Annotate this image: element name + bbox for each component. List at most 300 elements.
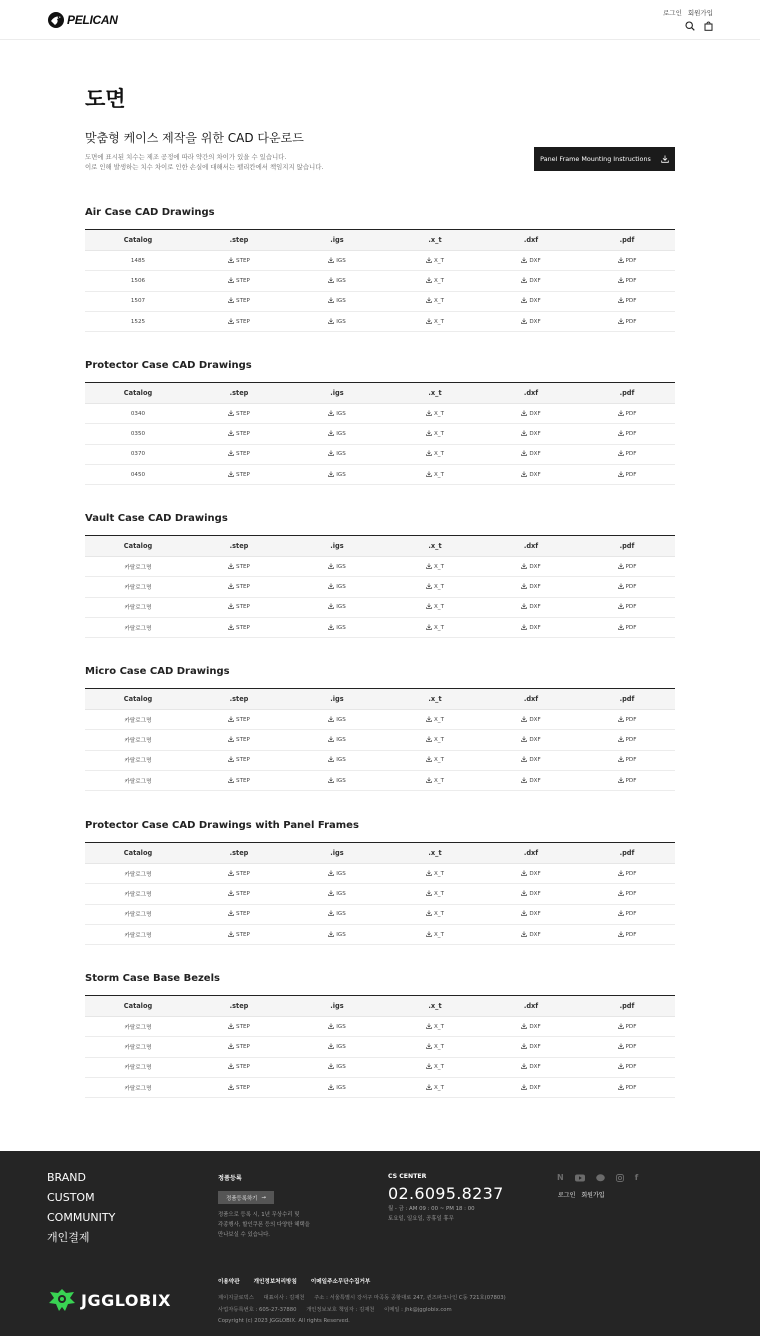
- download-icon: [618, 583, 624, 591]
- download-cell: [387, 271, 483, 291]
- download-cell: [287, 770, 387, 790]
- download-icon: [426, 756, 432, 764]
- column-header: .pdf: [579, 536, 675, 557]
- download-link-label: X_T: [433, 430, 445, 437]
- download-link-label: X_T: [433, 1043, 445, 1050]
- table-header-row: [85, 689, 675, 710]
- download-cell: [191, 924, 287, 944]
- pdf-download-link[interactable]: [618, 1084, 637, 1092]
- column-header: .igs: [287, 689, 387, 710]
- download-cell: [579, 864, 675, 884]
- dxf-download-link[interactable]: [521, 471, 540, 479]
- header-icons: [685, 21, 713, 31]
- download-icon: [426, 1023, 432, 1031]
- download-cell: [483, 311, 579, 331]
- dxf-download-link[interactable]: [521, 890, 540, 898]
- download-icon: [521, 890, 527, 898]
- xt-download-link[interactable]: [426, 736, 444, 744]
- catalog-cell: 카탈로그명: [85, 1057, 191, 1077]
- step-download-link[interactable]: [228, 716, 250, 724]
- download-cell: [287, 424, 387, 444]
- xt-download-link[interactable]: [426, 410, 444, 418]
- download-cell: [579, 271, 675, 291]
- xt-download-link[interactable]: [426, 1063, 444, 1071]
- panel-frame-instructions-button[interactable]: [534, 147, 675, 171]
- table-row: [85, 617, 675, 637]
- download-cell: [191, 557, 287, 577]
- cad-section: [85, 207, 675, 332]
- download-icon: [228, 890, 234, 898]
- pdf-download-link[interactable]: [618, 1063, 637, 1071]
- cs-title: CS CENTER: [388, 1173, 427, 1180]
- table-row: [85, 1037, 675, 1057]
- igs-download-link[interactable]: [328, 450, 346, 458]
- dxf-download-link[interactable]: [521, 1043, 540, 1051]
- pdf-download-link[interactable]: [618, 583, 637, 591]
- igs-download-link[interactable]: [328, 471, 346, 479]
- igs-download-link[interactable]: [328, 777, 346, 785]
- pelican-logo[interactable]: [47, 11, 118, 29]
- download-link-label: DXF: [529, 757, 541, 764]
- catalog-cell: 카탈로그명: [85, 577, 191, 597]
- download-icon: [618, 1023, 624, 1031]
- footer-signup-link[interactable]: 회원가입: [581, 1192, 605, 1199]
- download-icon: [228, 910, 234, 918]
- download-link-label: PDF: [625, 716, 637, 723]
- download-link-label: X_T: [433, 257, 445, 264]
- step-download-link[interactable]: [228, 430, 250, 438]
- download-icon: [618, 471, 624, 479]
- dxf-download-link[interactable]: [521, 716, 540, 724]
- dxf-download-link[interactable]: [521, 277, 540, 285]
- registration-description: [218, 1210, 310, 1240]
- download-icon: [328, 277, 334, 285]
- column-header: .dxf: [483, 536, 579, 557]
- download-icon: [521, 1063, 527, 1071]
- igs-download-link[interactable]: [328, 318, 346, 326]
- dxf-download-link[interactable]: [521, 1084, 540, 1092]
- igs-download-link[interactable]: [328, 1084, 346, 1092]
- igs-download-link[interactable]: [328, 563, 346, 571]
- pdf-download-link[interactable]: [618, 1023, 637, 1031]
- download-icon: [618, 318, 624, 326]
- download-link-label: PDF: [625, 318, 637, 325]
- business-number: 사업자등록번호 : 605-27-37880: [218, 1306, 297, 1313]
- download-cell: [191, 1077, 287, 1097]
- download-link-label: DXF: [529, 410, 541, 417]
- download-link-label: DXF: [529, 1023, 541, 1030]
- xt-download-link[interactable]: [426, 603, 444, 611]
- igs-download-link[interactable]: [328, 870, 346, 878]
- igs-download-link[interactable]: [328, 410, 346, 418]
- xt-download-link[interactable]: [426, 257, 444, 265]
- cs-phone: 02.6095.8237: [388, 1184, 504, 1203]
- dxf-download-link[interactable]: [521, 1023, 540, 1031]
- xt-download-link[interactable]: [426, 583, 444, 591]
- download-icon: [618, 563, 624, 571]
- pdf-download-link[interactable]: [618, 890, 637, 898]
- download-icon: [426, 583, 432, 591]
- registration-button[interactable]: [218, 1191, 274, 1204]
- download-cell: [287, 617, 387, 637]
- email-policy-link[interactable]: 이메일주소무단수집거부: [310, 1279, 371, 1285]
- dxf-download-link[interactable]: [521, 563, 540, 571]
- catalog-cell: 카탈로그명: [85, 770, 191, 790]
- step-download-link[interactable]: [228, 603, 250, 611]
- download-icon: [618, 277, 624, 285]
- download-cell: [387, 404, 483, 424]
- dxf-download-link[interactable]: [521, 1063, 540, 1071]
- download-icon: [426, 736, 432, 744]
- dxf-download-link[interactable]: [521, 430, 540, 438]
- pdf-download-link[interactable]: [618, 603, 637, 611]
- xt-download-link[interactable]: [426, 931, 444, 939]
- step-download-link[interactable]: [228, 1043, 250, 1051]
- download-link-label: IGS: [336, 471, 346, 478]
- download-cell: [191, 424, 287, 444]
- table-row: [85, 750, 675, 770]
- column-header: Catalog: [85, 230, 191, 251]
- download-link-label: DXF: [529, 1043, 541, 1050]
- download-icon: [521, 870, 527, 878]
- dxf-download-link[interactable]: [521, 603, 540, 611]
- xt-download-link[interactable]: [426, 450, 444, 458]
- xt-download-link[interactable]: [426, 870, 444, 878]
- download-cell: [387, 617, 483, 637]
- xt-download-link[interactable]: [426, 563, 444, 571]
- step-download-link[interactable]: [228, 910, 250, 918]
- dxf-download-link[interactable]: [521, 624, 540, 632]
- step-download-link[interactable]: [228, 777, 250, 785]
- pdf-download-link[interactable]: [618, 257, 637, 265]
- download-cell: [387, 770, 483, 790]
- footer-nav: [47, 1171, 115, 1251]
- igs-download-link[interactable]: [328, 736, 346, 744]
- xt-download-link[interactable]: [426, 716, 444, 724]
- igs-download-link[interactable]: [328, 297, 346, 305]
- dxf-download-link[interactable]: [521, 931, 540, 939]
- download-link-label: IGS: [336, 563, 346, 570]
- dxf-download-link[interactable]: [521, 257, 540, 265]
- download-link-label: IGS: [336, 451, 346, 458]
- pdf-download-link[interactable]: [618, 297, 637, 305]
- pdf-download-link[interactable]: [618, 910, 637, 918]
- youtube-icon[interactable]: [575, 1174, 585, 1182]
- download-icon: [228, 870, 234, 878]
- download-cell: [579, 750, 675, 770]
- footer-nav-brand[interactable]: BRAND: [47, 1171, 86, 1184]
- catalog-cell: 카탈로그명: [85, 557, 191, 577]
- column-header: .step: [191, 536, 287, 557]
- catalog-cell: 0340: [85, 404, 191, 424]
- download-cell: [387, 750, 483, 770]
- igs-download-link[interactable]: [328, 890, 346, 898]
- igs-download-link[interactable]: [328, 1043, 346, 1051]
- download-link-label: DXF: [529, 716, 541, 723]
- step-download-link[interactable]: [228, 410, 250, 418]
- download-link-label: PDF: [625, 757, 637, 764]
- download-cell: [579, 291, 675, 311]
- download-link-label: DXF: [529, 257, 541, 264]
- step-download-link[interactable]: [228, 624, 250, 632]
- xt-download-link[interactable]: [426, 318, 444, 326]
- download-cell: [287, 271, 387, 291]
- table-row: [85, 557, 675, 577]
- xt-download-link[interactable]: [426, 471, 444, 479]
- igs-download-link[interactable]: [328, 277, 346, 285]
- xt-download-link[interactable]: [426, 430, 444, 438]
- dxf-download-link[interactable]: [521, 318, 540, 326]
- igs-download-link[interactable]: [328, 931, 346, 939]
- step-download-link[interactable]: [228, 471, 250, 479]
- igs-download-link[interactable]: [328, 910, 346, 918]
- footer-nav-custom[interactable]: CUSTOM: [47, 1191, 95, 1204]
- pdf-download-link[interactable]: [618, 870, 637, 878]
- step-download-link[interactable]: [228, 277, 250, 285]
- download-link-label: PDF: [625, 604, 637, 611]
- dxf-download-link[interactable]: [521, 583, 540, 591]
- column-header: .igs: [287, 843, 387, 864]
- table-row: [85, 424, 675, 444]
- logo-text: PELICAN: [67, 13, 118, 27]
- step-download-link[interactable]: [228, 450, 250, 458]
- column-header: .dxf: [483, 996, 579, 1017]
- table-row: [85, 924, 675, 944]
- igs-download-link[interactable]: [328, 756, 346, 764]
- xt-download-link[interactable]: [426, 890, 444, 898]
- igs-download-link[interactable]: [328, 1023, 346, 1031]
- download-icon: [618, 1043, 624, 1051]
- step-download-link[interactable]: [228, 870, 250, 878]
- instagram-icon[interactable]: [616, 1174, 624, 1182]
- download-cell: [287, 557, 387, 577]
- download-cell: [287, 904, 387, 924]
- pdf-download-link[interactable]: [618, 450, 637, 458]
- column-header: .x_t: [387, 230, 483, 251]
- download-link-label: PDF: [625, 1064, 637, 1071]
- pdf-download-link[interactable]: [618, 430, 637, 438]
- jgglobix-logo[interactable]: [47, 1287, 171, 1313]
- download-icon: [328, 297, 334, 305]
- download-icon: [328, 318, 334, 326]
- download-cell: [191, 1057, 287, 1077]
- search-icon[interactable]: [685, 21, 695, 31]
- footer-nav-community[interactable]: COMMUNITY: [47, 1211, 116, 1224]
- download-cell: [483, 904, 579, 924]
- download-link-label: IGS: [336, 716, 346, 723]
- step-download-link[interactable]: [228, 1084, 250, 1092]
- step-download-link[interactable]: [228, 318, 250, 326]
- panel-button-label: Panel Frame Mounting Instructions: [540, 155, 651, 163]
- download-cell: [287, 597, 387, 617]
- download-cell: [483, 1017, 579, 1037]
- dxf-download-link[interactable]: [521, 736, 540, 744]
- pdf-download-link[interactable]: [618, 563, 637, 571]
- site-footer: [0, 1151, 760, 1336]
- igs-download-link[interactable]: [328, 583, 346, 591]
- step-download-link[interactable]: [228, 583, 250, 591]
- dxf-download-link[interactable]: [521, 910, 540, 918]
- download-cell: [287, 864, 387, 884]
- dxf-download-link[interactable]: [521, 410, 540, 418]
- xt-download-link[interactable]: [426, 297, 444, 305]
- download-icon: [228, 777, 234, 785]
- step-download-link[interactable]: [228, 1023, 250, 1031]
- pdf-download-link[interactable]: [618, 777, 637, 785]
- igs-download-link[interactable]: [328, 603, 346, 611]
- download-icon: [618, 1084, 624, 1092]
- cad-table: [85, 688, 675, 791]
- download-cell: [191, 251, 287, 271]
- xt-download-link[interactable]: [426, 1043, 444, 1051]
- step-download-link[interactable]: [228, 756, 250, 764]
- terms-link[interactable]: 이용약관: [218, 1279, 240, 1285]
- xt-download-link[interactable]: [426, 624, 444, 632]
- registration-desc-line: 각종행사, 할인쿠폰 등의 다양한 혜택을: [218, 1222, 310, 1228]
- column-header: .dxf: [483, 843, 579, 864]
- step-download-link[interactable]: [228, 297, 250, 305]
- download-link-label: X_T: [433, 624, 445, 631]
- section-title: Air Case CAD Drawings: [85, 207, 215, 218]
- pdf-download-link[interactable]: [618, 931, 637, 939]
- table-row: [85, 251, 675, 271]
- kakaotalk-icon[interactable]: [596, 1174, 605, 1182]
- step-download-link[interactable]: [228, 931, 250, 939]
- pdf-download-link[interactable]: [618, 736, 637, 744]
- xt-download-link[interactable]: [426, 277, 444, 285]
- download-link-label: PDF: [625, 911, 637, 918]
- registration-desc-line: 정품으로 등록 시, 1년 무상수리 및: [218, 1212, 300, 1218]
- step-download-link[interactable]: [228, 257, 250, 265]
- dxf-download-link[interactable]: [521, 297, 540, 305]
- download-cell: [579, 557, 675, 577]
- download-cell: [387, 1057, 483, 1077]
- igs-download-link[interactable]: [328, 716, 346, 724]
- pdf-download-link[interactable]: [618, 471, 637, 479]
- xt-download-link[interactable]: [426, 910, 444, 918]
- step-download-link[interactable]: [228, 890, 250, 898]
- download-icon: [618, 870, 624, 878]
- dxf-download-link[interactable]: [521, 777, 540, 785]
- company-email: 이메일 : jhk@jgglobix.com: [384, 1306, 452, 1313]
- table-header-row: [85, 230, 675, 251]
- login-link[interactable]: 로그인: [663, 9, 682, 17]
- privacy-policy-link[interactable]: 개인정보처리방침: [253, 1279, 297, 1285]
- download-cell: [387, 1037, 483, 1057]
- column-header: .igs: [287, 996, 387, 1017]
- download-cell: [191, 864, 287, 884]
- download-icon: [228, 1023, 234, 1031]
- pdf-download-link[interactable]: [618, 410, 637, 418]
- pdf-download-link[interactable]: [618, 624, 637, 632]
- download-icon: [426, 716, 432, 724]
- download-link-label: PDF: [625, 298, 637, 305]
- footer-login-link[interactable]: 로그인: [558, 1192, 576, 1199]
- pdf-download-link[interactable]: [618, 277, 637, 285]
- download-link-label: IGS: [336, 757, 346, 764]
- download-link-label: X_T: [433, 736, 445, 743]
- download-icon: [618, 297, 624, 305]
- catalog-cell: 카탈로그명: [85, 617, 191, 637]
- step-download-link[interactable]: [228, 563, 250, 571]
- download-cell: [387, 251, 483, 271]
- download-icon: [618, 890, 624, 898]
- download-cell: [287, 311, 387, 331]
- download-link-label: IGS: [336, 624, 346, 631]
- igs-download-link[interactable]: [328, 1063, 346, 1071]
- cart-bag-icon[interactable]: [704, 21, 713, 31]
- xt-download-link[interactable]: [426, 1023, 444, 1031]
- download-cell: [579, 404, 675, 424]
- table-row: [85, 597, 675, 617]
- table-row: [85, 444, 675, 464]
- pdf-download-link[interactable]: [618, 716, 637, 724]
- download-link-label: IGS: [336, 1064, 346, 1071]
- download-icon: [328, 430, 334, 438]
- xt-download-link[interactable]: [426, 777, 444, 785]
- facebook-icon[interactable]: f: [634, 1173, 639, 1182]
- download-icon: [328, 931, 334, 939]
- download-link-label: X_T: [433, 471, 445, 478]
- download-icon: [228, 257, 234, 265]
- catalog-cell: 카탈로그명: [85, 884, 191, 904]
- download-link-label: IGS: [336, 1043, 346, 1050]
- pdf-download-link[interactable]: [618, 756, 637, 764]
- table-row: [85, 404, 675, 424]
- naver-blog-icon[interactable]: N: [557, 1173, 564, 1182]
- dxf-download-link[interactable]: [521, 756, 540, 764]
- download-link-label: PDF: [625, 1084, 637, 1091]
- dxf-download-link[interactable]: [521, 450, 540, 458]
- download-icon: [228, 931, 234, 939]
- download-link-label: STEP: [236, 471, 250, 478]
- download-icon: [521, 450, 527, 458]
- download-link-label: STEP: [236, 736, 250, 743]
- download-link-label: DXF: [529, 911, 541, 918]
- download-icon: [328, 257, 334, 265]
- download-cell: [191, 904, 287, 924]
- download-link-label: PDF: [625, 451, 637, 458]
- download-link-label: X_T: [433, 563, 445, 570]
- download-icon: [328, 870, 334, 878]
- igs-download-link[interactable]: [328, 257, 346, 265]
- xt-download-link[interactable]: [426, 756, 444, 764]
- download-icon: [618, 777, 624, 785]
- step-download-link[interactable]: [228, 1063, 250, 1071]
- download-link-label: PDF: [625, 624, 637, 631]
- download-icon: [521, 1084, 527, 1092]
- download-link-label: DXF: [529, 777, 541, 784]
- download-icon: [426, 1063, 432, 1071]
- pdf-download-link[interactable]: [618, 1043, 637, 1051]
- xt-download-link[interactable]: [426, 1084, 444, 1092]
- step-download-link[interactable]: [228, 736, 250, 744]
- dxf-download-link[interactable]: [521, 870, 540, 878]
- cs-hours: [388, 1204, 504, 1224]
- footer-nav-payment[interactable]: 개인결제: [47, 1231, 90, 1244]
- download-cell: [387, 464, 483, 484]
- signup-link[interactable]: 회원가입: [687, 9, 713, 17]
- download-icon: [228, 563, 234, 571]
- download-link-label: STEP: [236, 277, 250, 284]
- download-cell: [483, 924, 579, 944]
- download-icon: [618, 410, 624, 418]
- igs-download-link[interactable]: [328, 430, 346, 438]
- company-address: 주소 : 서울특별시 강서구 마곡동 공항대로 247, 퀸즈파크나인 C동 721호(07803): [314, 1295, 506, 1301]
- igs-download-link[interactable]: [328, 624, 346, 632]
- download-link-label: IGS: [336, 777, 346, 784]
- pdf-download-link[interactable]: [618, 318, 637, 326]
